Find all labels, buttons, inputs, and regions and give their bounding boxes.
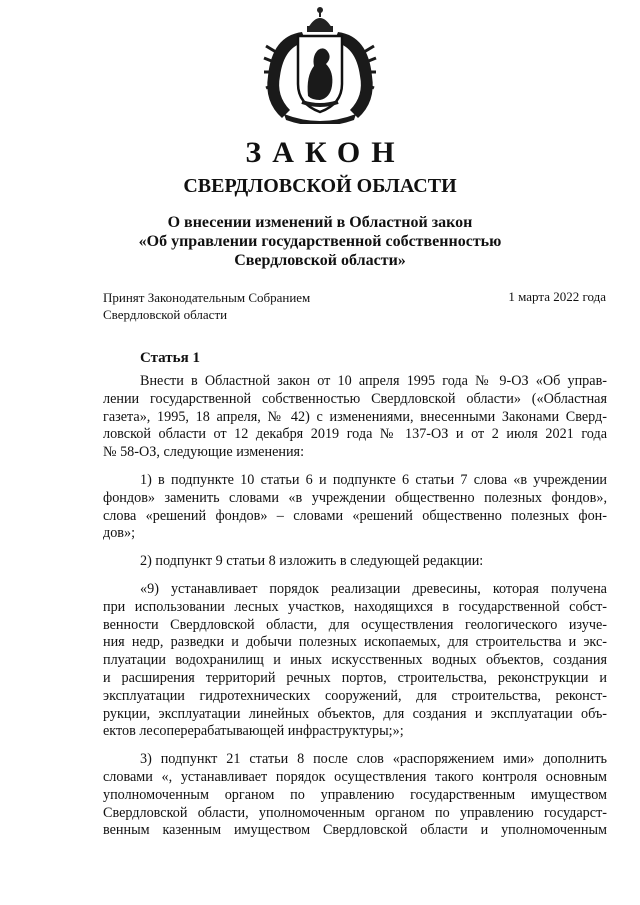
paragraph xyxy=(103,751,607,840)
adoption-line: Свердловской области xyxy=(103,307,228,322)
text-line: дов»; xyxy=(103,525,136,542)
text-line: уполномоченным органом по управлению государственным имуществом xyxy=(103,786,607,803)
text-line: «9) устанавливает порядок реализации древесины, которая получена xyxy=(140,580,607,597)
text-line: лении государственной собственностью Свердловской области» («Областная xyxy=(103,390,607,407)
law-subject-line: О внесении изменений в Областной закон xyxy=(167,214,473,231)
sverdlovsk-coat-of-arms-icon xyxy=(262,6,378,124)
text-line: ектов лесоперерабатывающей инфраструктуры;»; xyxy=(103,723,404,740)
text-line: плуатации водохранилищ и иных искусственных водных объектов, создания xyxy=(103,652,607,669)
text-line: рукции, эксплуатации линейных объектов, для создания и эксплуатации объ- xyxy=(103,705,607,722)
adoption-date: 1 марта 2022 года xyxy=(508,289,606,304)
article-heading: Статья 1 xyxy=(140,350,200,366)
text-line: фондов» заменить словами «в учреждении общественно полезных фондов», xyxy=(103,489,607,506)
text-line: Свердловской области, уполномоченным органом по управлению государст- xyxy=(103,804,607,821)
text-line: 1) в подпункте 10 статьи 6 и подпункте 6 статьи 7 слова «в учреждении xyxy=(140,471,607,488)
paragraph xyxy=(103,373,607,462)
paragraph xyxy=(103,472,607,543)
text-line: эксплуатации гидротехнических сооружений, для строительства, реконст- xyxy=(103,687,607,704)
law-title: ЗАКОН xyxy=(245,136,406,169)
text-line: при использовании лесных участков, находящихся в государственной собст- xyxy=(103,598,607,615)
adoption-line: Принят Законодательным Собранием xyxy=(103,290,311,305)
text-line: венности Свердловской области, для осуществления геологического изуче- xyxy=(103,616,607,633)
adoption-body xyxy=(103,289,310,323)
text-line: ловской области от 12 декабря 2019 года № 137-ОЗ и от 2 июля 2021 года xyxy=(103,426,607,443)
article-body xyxy=(103,373,607,850)
text-line: ния недр, разведки и добычи полезных ископаемых, для строительства и экс- xyxy=(103,634,607,651)
text-line: Внести в Областной закон от 10 апреля 1995 года № 9-ОЗ «Об управ- xyxy=(140,373,607,389)
text-line: и расширения территорий речных портов, строительства, реконструкции и xyxy=(103,669,607,686)
paragraph xyxy=(103,581,607,741)
text-line: 2) подпункт 9 статьи 8 изложить в следующей редакции: xyxy=(140,553,484,570)
law-subject-line: «Об управлении государственной собственностью xyxy=(138,233,502,250)
text-line: 3) подпункт 21 статьи 8 после слов «распоряжением ими» дополнить xyxy=(140,751,607,768)
paragraph xyxy=(103,553,607,571)
law-subject-line: Свердловской области» xyxy=(234,252,406,269)
region-title: СВЕРДЛОВСКОЙ ОБЛАСТИ xyxy=(183,175,457,197)
law-subject xyxy=(0,213,640,270)
text-line: словами «, устанавливает порядок осуществления такого контроля основным xyxy=(103,768,607,785)
text-line: венным казенным имуществом Свердловской области и уполномоченным xyxy=(103,822,607,839)
text-line: слова «решений фондов» – словами «решений общественно полезных фон- xyxy=(103,507,607,524)
text-line: № 58-ОЗ, следующие изменения: xyxy=(103,444,305,461)
text-line: газета», 1995, 18 апреля, № 42) с изменениями, внесенными Законами Сверд- xyxy=(103,408,607,425)
